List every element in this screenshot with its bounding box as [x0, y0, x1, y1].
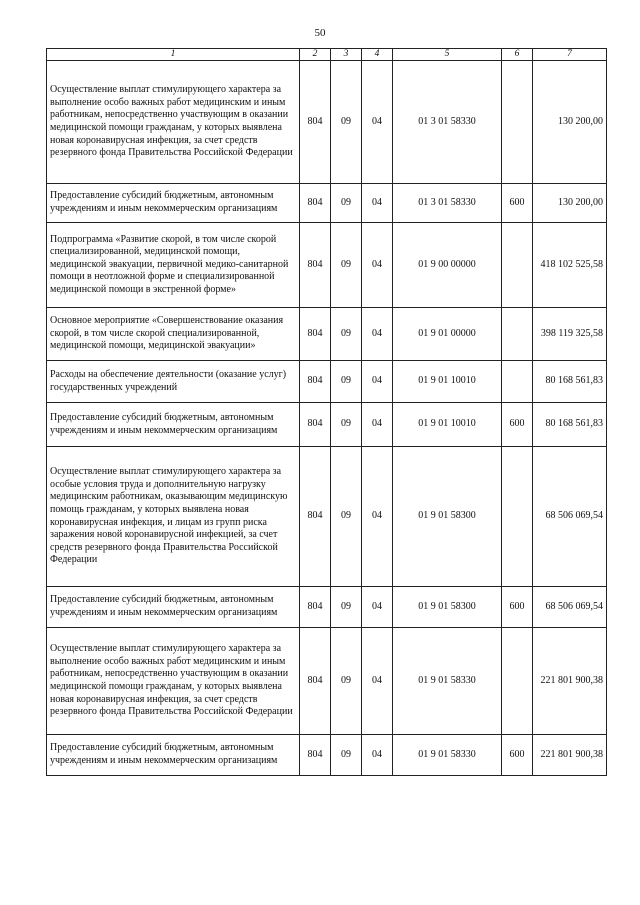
column-header: 2: [300, 49, 331, 61]
row-subsection: 04: [362, 587, 393, 628]
row-target: 01 9 01 58300: [393, 447, 502, 587]
row-expense-type: 600: [502, 184, 533, 223]
page-number: 50: [314, 27, 326, 39]
row-ministry: 804: [300, 184, 331, 223]
row-ministry: 804: [300, 587, 331, 628]
row-ministry: 804: [300, 361, 331, 403]
row-amount: 221 801 900,38: [533, 628, 607, 735]
row-subsection: 04: [362, 735, 393, 776]
table-row: [47, 403, 607, 447]
row-amount: 80 168 561,83: [533, 361, 607, 403]
row-section: 09: [331, 587, 362, 628]
row-description: Основное мероприятие «Совершенствование оказания скорой, в том числе скорой специализированной, медицинской помощи, медицинской эвакуации»: [47, 308, 300, 361]
row-amount: 418 102 525,58: [533, 223, 607, 308]
row-description: Предоставление субсидий бюджетным, автономным учреждениям и иным некоммерческим организациям: [47, 184, 300, 223]
row-description: Осуществление выплат стимулирующего характера за выполнение особо важных работ медицинским и иным работникам, непосредственно участвующим в оказании медицинской помощи гражданам, у которых выявлена новая коронавирусная инфекция, за счет средств резервного фонда Правительства Российской Федерации: [47, 61, 300, 184]
row-description: Осуществление выплат стимулирующего характера за особые условия труда и дополнительную нагрузку медицинским работникам, оказывающим медицинскую помощь гражданам, у которых выявлена новая коронавирусная инфекция, и лицам из групп риска заражения новой коронавирусной инфекцией, за счет средств резервного фонда Правительства Российской Федерации: [47, 447, 300, 587]
row-expense-type: [502, 223, 533, 308]
row-description: Осуществление выплат стимулирующего характера за выполнение особо важных работ медицинским и иным работникам, непосредственно участвующим в оказании медицинской помощи гражданам, у которых выявлена новая коронавирусная инфекция, за счет средств резервного фонда Правительства Российской Федерации: [47, 628, 300, 735]
row-section: 09: [331, 735, 362, 776]
column-header: 5: [393, 49, 502, 61]
row-target: 01 3 01 58330: [393, 184, 502, 223]
row-description: Предоставление субсидий бюджетным, автономным учреждениям и иным некоммерческим организациям: [47, 403, 300, 447]
row-description: Предоставление субсидий бюджетным, автономным учреждениям и иным некоммерческим организациям: [47, 587, 300, 628]
row-ministry: 804: [300, 223, 331, 308]
row-target: 01 9 00 00000: [393, 223, 502, 308]
column-header: 1: [47, 49, 300, 61]
row-subsection: 04: [362, 361, 393, 403]
column-number-row: [47, 49, 607, 61]
row-ministry: 804: [300, 447, 331, 587]
row-amount: 398 119 325,58: [533, 308, 607, 361]
row-target: 01 9 01 58300: [393, 587, 502, 628]
row-expense-type: 600: [502, 735, 533, 776]
row-subsection: 04: [362, 184, 393, 223]
row-expense-type: [502, 361, 533, 403]
row-description: Подпрограмма «Развитие скорой, в том числе скорой специализированной, медицинской помощи, медицинской эвакуации, первичной медико-санитарной помощи в неотложной форме и специализированной медицинской помощи в экстренной форме»: [47, 223, 300, 308]
budget-table: [46, 48, 607, 776]
row-amount: 130 200,00: [533, 61, 607, 184]
row-subsection: 04: [362, 628, 393, 735]
row-expense-type: 600: [502, 587, 533, 628]
row-section: 09: [331, 184, 362, 223]
table-row: [47, 308, 607, 361]
row-expense-type: 600: [502, 403, 533, 447]
row-subsection: 04: [362, 223, 393, 308]
row-ministry: 804: [300, 403, 331, 447]
column-header: 7: [533, 49, 607, 61]
row-target: 01 9 01 58330: [393, 735, 502, 776]
table-row: [47, 61, 607, 184]
table-row: [47, 587, 607, 628]
row-amount: 68 506 069,54: [533, 587, 607, 628]
column-header: 3: [331, 49, 362, 61]
row-section: 09: [331, 223, 362, 308]
table-row: [47, 223, 607, 308]
table-row: [47, 735, 607, 776]
row-subsection: 04: [362, 61, 393, 184]
row-expense-type: [502, 308, 533, 361]
table-row: [47, 184, 607, 223]
row-description: Расходы на обеспечение деятельности (оказание услуг) государственных учреждений: [47, 361, 300, 403]
row-expense-type: [502, 61, 533, 184]
row-ministry: 804: [300, 61, 331, 184]
row-target: 01 3 01 58330: [393, 61, 502, 184]
row-ministry: 804: [300, 308, 331, 361]
row-description: Предоставление субсидий бюджетным, автономным учреждениям и иным некоммерческим организациям: [47, 735, 300, 776]
row-amount: 68 506 069,54: [533, 447, 607, 587]
row-section: 09: [331, 403, 362, 447]
row-target: 01 9 01 00000: [393, 308, 502, 361]
table-row: [47, 447, 607, 587]
row-target: 01 9 01 58330: [393, 628, 502, 735]
row-expense-type: [502, 628, 533, 735]
row-subsection: 04: [362, 308, 393, 361]
row-subsection: 04: [362, 447, 393, 587]
row-subsection: 04: [362, 403, 393, 447]
row-section: 09: [331, 628, 362, 735]
row-amount: 80 168 561,83: [533, 403, 607, 447]
row-expense-type: [502, 447, 533, 587]
row-ministry: 804: [300, 628, 331, 735]
row-target: 01 9 01 10010: [393, 403, 502, 447]
row-target: 01 9 01 10010: [393, 361, 502, 403]
table-row: [47, 361, 607, 403]
column-header: 6: [502, 49, 533, 61]
column-header: 4: [362, 49, 393, 61]
table-row: [47, 628, 607, 735]
row-amount: 130 200,00: [533, 184, 607, 223]
row-section: 09: [331, 447, 362, 587]
row-section: 09: [331, 61, 362, 184]
row-amount: 221 801 900,38: [533, 735, 607, 776]
row-section: 09: [331, 361, 362, 403]
row-ministry: 804: [300, 735, 331, 776]
row-section: 09: [331, 308, 362, 361]
